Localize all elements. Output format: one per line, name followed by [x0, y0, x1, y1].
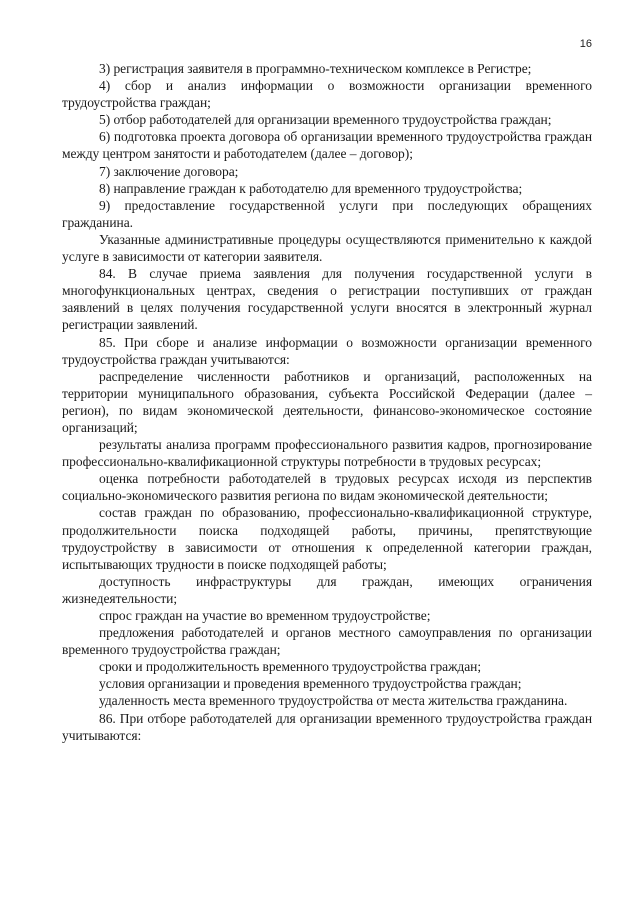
paragraph: условия организации и проведения временного трудоустройства граждан; — [99, 676, 522, 692]
paragraph: 8) направление граждан к работодателю для временного трудоустройства; — [99, 180, 523, 196]
paragraph: 9) предоставление государственной услуги при последующих обращениях гражданина. — [62, 197, 592, 230]
paragraph: 3) регистрация заявителя в программно-техническом комплексе в Регистре; — [99, 61, 532, 76]
page-number: 16 — [579, 38, 592, 50]
paragraph: 85. При сборе и анализе информации о возможности организации временного трудоустройства граждан учитываются: — [62, 334, 592, 367]
paragraph: сроки и продолжительность временного трудоустройства граждан; — [99, 659, 482, 675]
paragraph: удаленность места временного трудоустройства от места жительства гражданина. — [99, 693, 568, 709]
paragraph: распределение численности работников и организаций, расположенных на территории муниципального образования, субъекта Российской Федерации (далее – регион), по видам экономической деятельности, финансово-экономическое состояние организаций; — [62, 368, 592, 435]
paragraph: Указанные административные процедуры осуществляются применительно к каждой услуге в зависимости от категории заявителя. — [62, 231, 592, 265]
paragraph: оценка потребности работодателей в трудовых ресурсах исходя из перспектив социально-экономического развития региона по видам экономической деятельности; — [62, 471, 592, 504]
paragraph: спрос граждан на участие во временном трудоустройстве; — [99, 608, 431, 623]
paragraph: 4) сбор и анализ информации о возможности организации временного трудоустройства граждан; — [62, 78, 592, 111]
paragraph: 6) подготовка проекта договора об организации временного трудоустройства граждан между центром занятости и работодателем (далее – договор); — [62, 129, 592, 162]
paragraph: 86. При отборе работодателей для организации временного трудоустройства граждан учитываются: — [62, 710, 592, 743]
paragraph: результаты анализа программ профессионального развития кадров, прогнозирование профессионально-квалификационной структуры потребности в трудовых ресурсах; — [62, 437, 592, 470]
paragraph: 84. В случае приема заявления для получения государственной услуги в многофункциональных центрах, сведения о регистрации поступивших от граждан заявлений в целях получения государственной услуги вносятся в электронный журнал регистрации заявлений. — [62, 266, 592, 333]
paragraph: доступность инфраструктуры для граждан, имеющих ограничения жизнедеятельности; — [62, 573, 592, 606]
document-body — [62, 60, 592, 744]
paragraph: предложения работодателей и органов местного самоуправления по организации временного трудоустройства граждан; — [62, 625, 592, 658]
paragraph: состав граждан по образованию, профессионально-квалификационной структуре, продолжительности поиска подходящей работы, причины, препятствующие трудоустройству в зависимости от отношения к определенной категории граждан, испытывающих трудности в поиске подходящей работы; — [62, 505, 592, 572]
paragraph: 5) отбор работодателей для организации временного трудоустройства граждан; — [99, 112, 552, 128]
paragraph: 7) заключение договора; — [99, 163, 239, 179]
